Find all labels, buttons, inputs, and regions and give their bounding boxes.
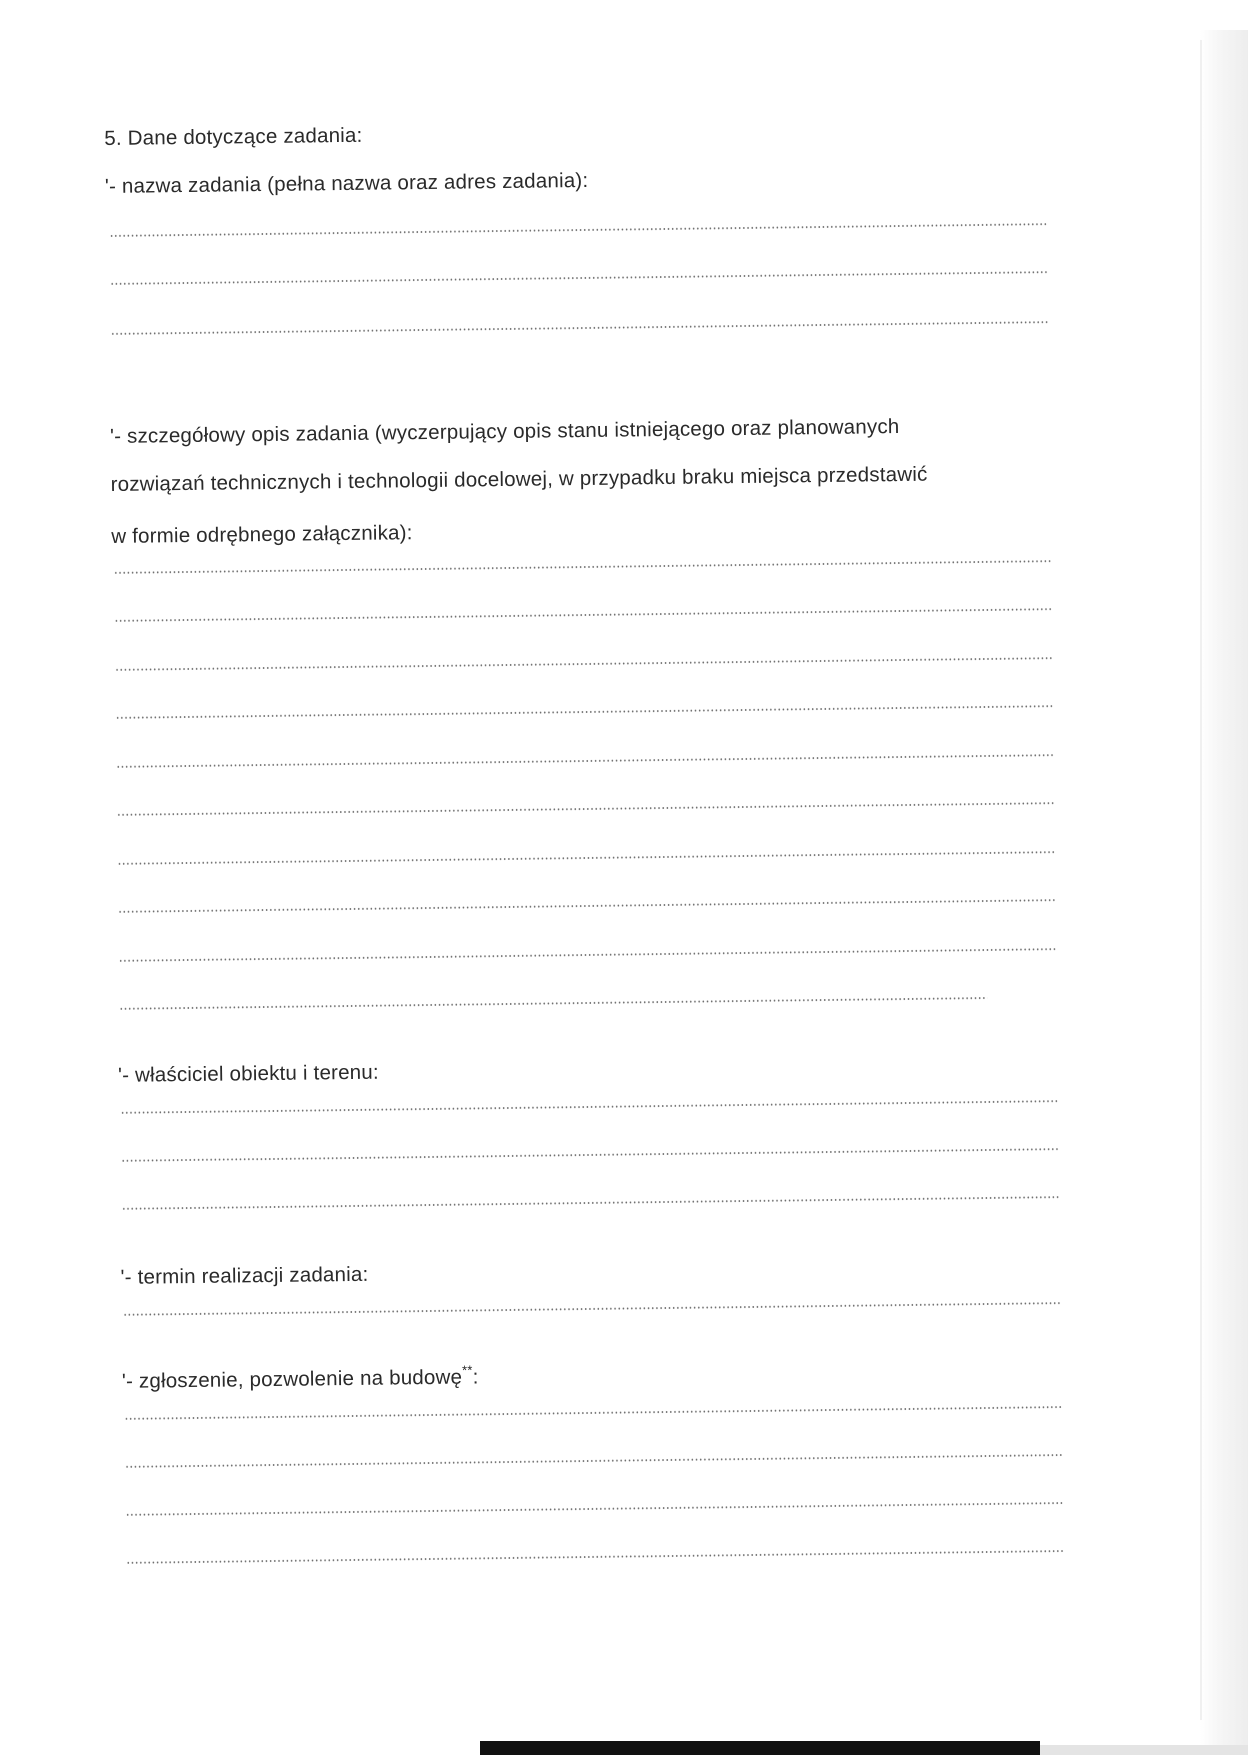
task-description-fill-line <box>118 899 1056 913</box>
permit-fill-line <box>124 1406 1062 1420</box>
task-description-fill-line <box>116 705 1054 719</box>
owner-fill-line <box>122 1196 1060 1210</box>
task-description-fill-line <box>115 657 1053 671</box>
task-description-label-line-1: '- szczegółowy opis zadania (wyczerpujący opis stanu istniejącego oraz planowanych <box>109 415 900 448</box>
task-description-fill-line <box>114 608 1052 622</box>
permit-label-colon: : <box>472 1365 479 1389</box>
permit-label <box>121 1362 479 1393</box>
task-description-fill-line <box>117 851 1055 865</box>
scan-bottom-bar <box>480 1741 1040 1755</box>
task-description-fill-line <box>116 754 1054 768</box>
task-description-fill-line <box>114 560 1052 574</box>
task-description-fill-line <box>117 802 1055 816</box>
application-form-section-5 <box>104 104 1064 1393</box>
scan-edge-line <box>1200 40 1202 1720</box>
task-description-fill-line <box>119 997 987 1010</box>
section-heading: 5. Dane dotyczące zadania: <box>104 123 363 150</box>
owner-fill-line <box>121 1100 1059 1114</box>
permit-fill-line <box>126 1502 1064 1516</box>
task-name-fill-line <box>109 223 1047 237</box>
owner-label: '- właściciel obiektu i terenu: <box>117 1060 379 1087</box>
deadline-label: '- termin realizacji zadania: <box>120 1262 369 1289</box>
task-name-fill-line <box>111 321 1049 335</box>
permit-label-text: '- zgłoszenie, pozwolenie na budowę <box>121 1365 463 1393</box>
task-description-label-line-2: rozwiązań technicznych i technologii docelowej, w przypadku braku miejsca przedstawić <box>110 462 928 496</box>
owner-fill-line <box>121 1148 1059 1162</box>
permit-fill-line <box>126 1550 1064 1564</box>
task-description-fill-line <box>119 948 1057 962</box>
task-name-fill-line <box>110 271 1048 285</box>
task-description-label-line-3: w formie odrębnego załącznika): <box>111 521 413 548</box>
permit-footnote-marker: ** <box>461 1362 473 1378</box>
deadline-fill-line <box>123 1302 1061 1316</box>
task-name-label: '- nazwa zadania (pełna nazwa oraz adres zadania): <box>104 168 589 198</box>
scan-edge-shadow <box>1200 30 1248 1755</box>
scan-bottom-bar-right <box>1040 1745 1248 1755</box>
permit-fill-line <box>125 1454 1063 1468</box>
